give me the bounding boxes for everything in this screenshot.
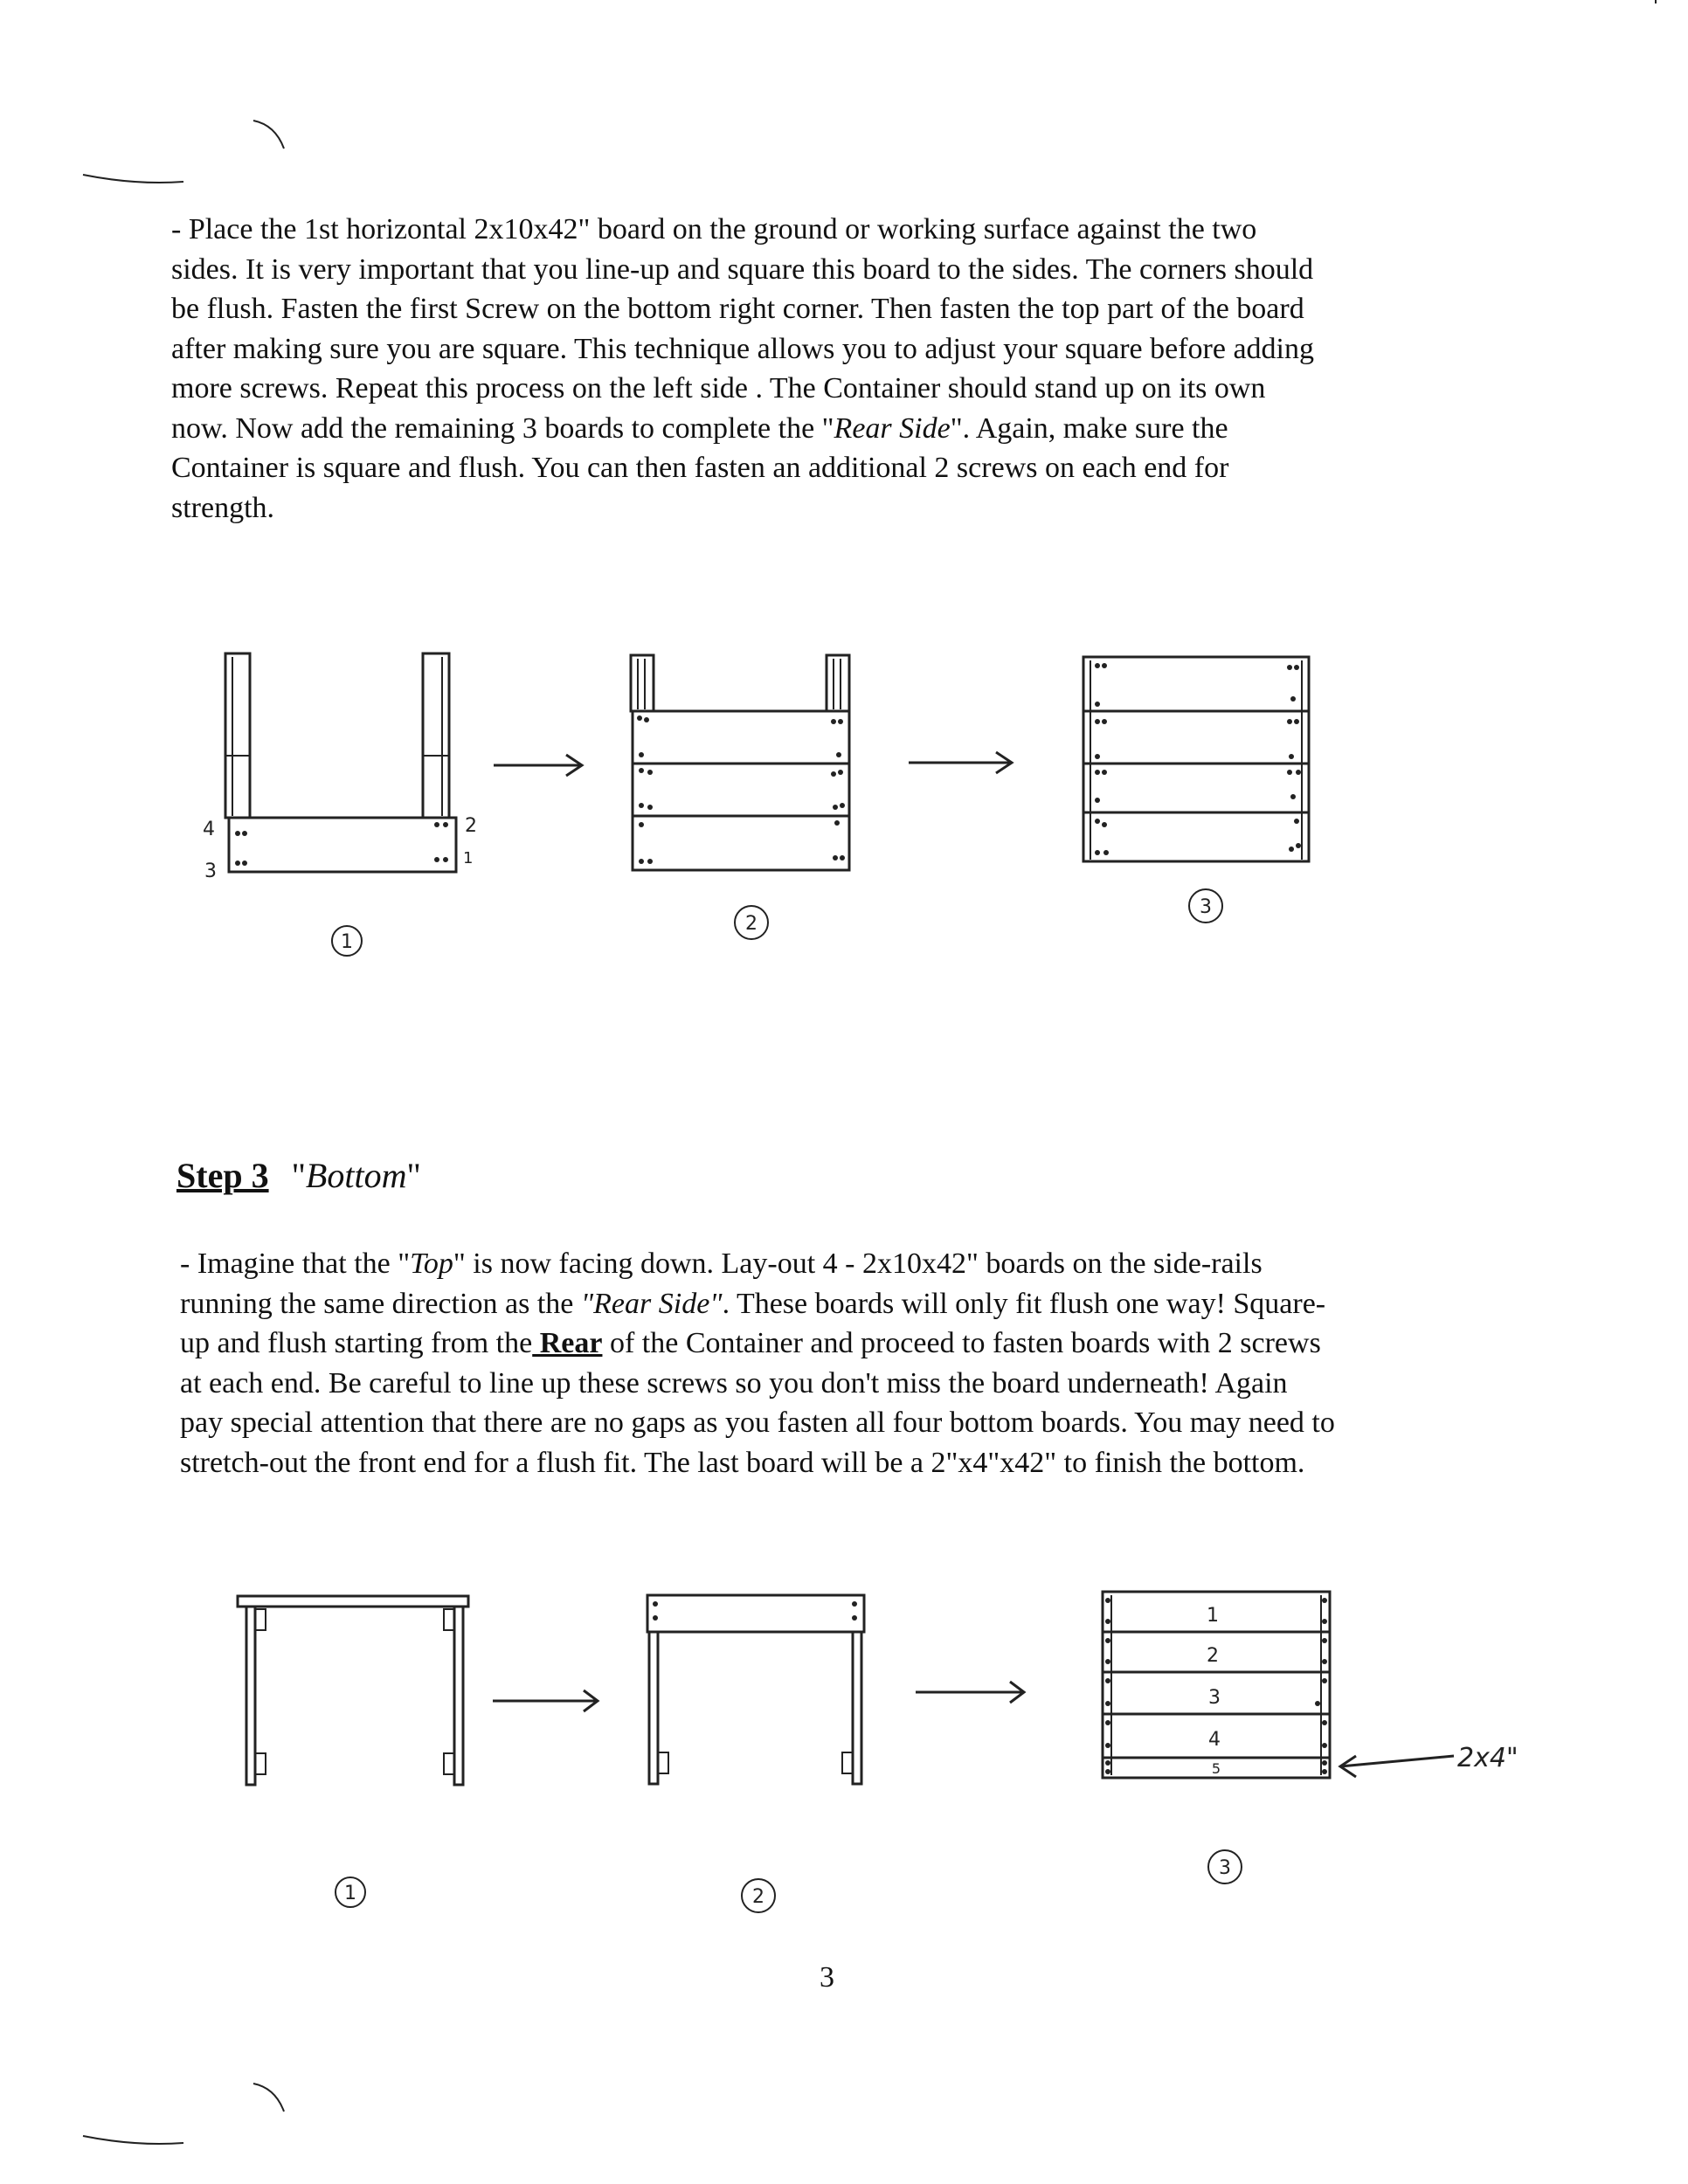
side-board-right [423,653,449,818]
fig1-diagram-1 [203,653,477,956]
text-line: - Place the 1st horizontal 2x10x42" board on the ground or working surface against the two [171,213,1257,245]
screw-dots [637,715,845,864]
screw-dot [434,822,439,827]
side-rail-left [246,1607,255,1785]
top-rail [238,1596,468,1607]
fig1-diagram-3 [1083,657,1309,923]
screw-dot [434,857,439,862]
quote-mark: " [406,1156,421,1195]
side-board-left [225,653,250,818]
page-number: 3 [820,1961,834,1994]
cleat [444,1609,454,1630]
text-line: strength. [171,491,275,524]
side-board-left [631,655,654,711]
screw-dot [235,831,240,836]
text-line: Container is square and flush. You can then fasten an additional 2 screws on each end for [171,452,1229,484]
step-label-3: 3 [1219,1857,1231,1879]
text-run: ". Again, make sure the [950,411,1228,445]
corner-label-4: 4 [203,819,215,840]
step-label-1: 1 [341,931,353,953]
text-line: more screws. Repeat this process on the left side . The Container should stand up on its own [171,372,1266,404]
text-run: . These boards will only fit flush one way! Square- [722,1287,1326,1320]
board-number: 3 [1208,1687,1221,1709]
callout-arrow-icon [1340,1756,1454,1777]
arrow-icon [916,1682,1024,1703]
corner-label-3: 3 [204,860,217,882]
screw-dot [443,822,448,827]
step-title: Bottom [305,1156,407,1195]
cleat [842,1752,853,1773]
cleat [658,1752,668,1773]
emphasis-top: Top [410,1248,453,1280]
text-line: stretch-out the front end for a flush fit. The last board will be a 2"x4"x42" to finish the bottom. [180,1446,1305,1479]
screw-dot [235,860,240,866]
bottom-board [647,1595,864,1632]
board-number: 1 [1207,1605,1219,1627]
text-run: running the same direction as the [180,1287,581,1320]
text-run: up and flush starting from the [180,1327,533,1359]
horizontal-board [229,818,456,872]
scan-mark [83,2136,183,2144]
cleat [444,1753,454,1774]
fig2-diagram-1 [238,1596,468,1907]
text-run: now. Now add the remaining 3 boards to complete the " [171,411,834,445]
step-label-1: 1 [344,1883,356,1904]
step-label-2: 2 [745,913,758,935]
text-line: be flush. Fasten the first Screw on the bottom right corner. Then fasten the top part of the board [171,293,1304,325]
arrow-icon [909,752,1012,773]
text-run: of the Container and proceed to fasten boards with 2 screws [602,1327,1321,1359]
scan-mark [253,2084,284,2111]
text-line: sides. It is very important that you line-up and square this board to the sides. The corners should [171,252,1314,286]
side-rail-left [649,1632,658,1784]
arrow-icon [493,1690,598,1711]
text-run: - Imagine that the " [180,1248,411,1280]
scan-mark [83,175,183,183]
board-number: 5 [1211,1760,1221,1777]
side-rail-right [853,1632,861,1784]
board-number: 4 [1208,1729,1221,1751]
horizontal-board [1083,764,1309,812]
text-line: after making sure you are square. This technique allows you to adjust your square before adding [171,332,1314,365]
horizontal-board [633,816,849,870]
callout-2x4: 2x4" [1457,1743,1519,1773]
corner-label-1: 1 [463,849,474,867]
screw-dot [242,860,247,866]
fig2-diagram-2 [647,1595,864,1912]
screw-dot [242,831,247,836]
arrow-icon [494,755,582,776]
text-line: pay special attention that there are no gaps as you fasten all four bottom boards. You may need to [180,1406,1335,1439]
text-line: at each end. Be careful to line up these screws so you don't miss the board underneath! Again [180,1366,1288,1400]
side-rail-right [454,1607,463,1785]
side-board-right [827,655,849,711]
horizontal-board [1083,711,1309,764]
step-label-3: 3 [1200,896,1212,918]
emphasis-rear: Rear [532,1327,603,1359]
quote-mark: " [291,1156,306,1195]
corner-label-2: 2 [465,815,477,837]
screw-dot [443,857,448,862]
scan-mark [253,121,284,149]
horizontal-board [633,764,849,816]
scan-specks [83,0,1656,2144]
text-run: " is now facing down. Lay-out 4 - 2x10x42" boards on the side-rails [453,1248,1263,1280]
emphasis-rear-side: "Rear Side" [580,1287,723,1320]
cleat [255,1609,266,1630]
board-number: 2 [1207,1645,1219,1667]
step-label-2: 2 [752,1886,764,1908]
emphasis-rear-side: Rear Side [834,411,951,445]
horizontal-board [1083,657,1309,711]
cleat [255,1753,266,1774]
step-number: Step 3 [176,1156,269,1195]
screw-dots [1095,663,1301,855]
horizontal-board [633,711,849,764]
horizontal-board [1083,812,1309,861]
fig1-diagram-2 [631,655,849,939]
fig2-diagram-3 [1103,1592,1519,1883]
